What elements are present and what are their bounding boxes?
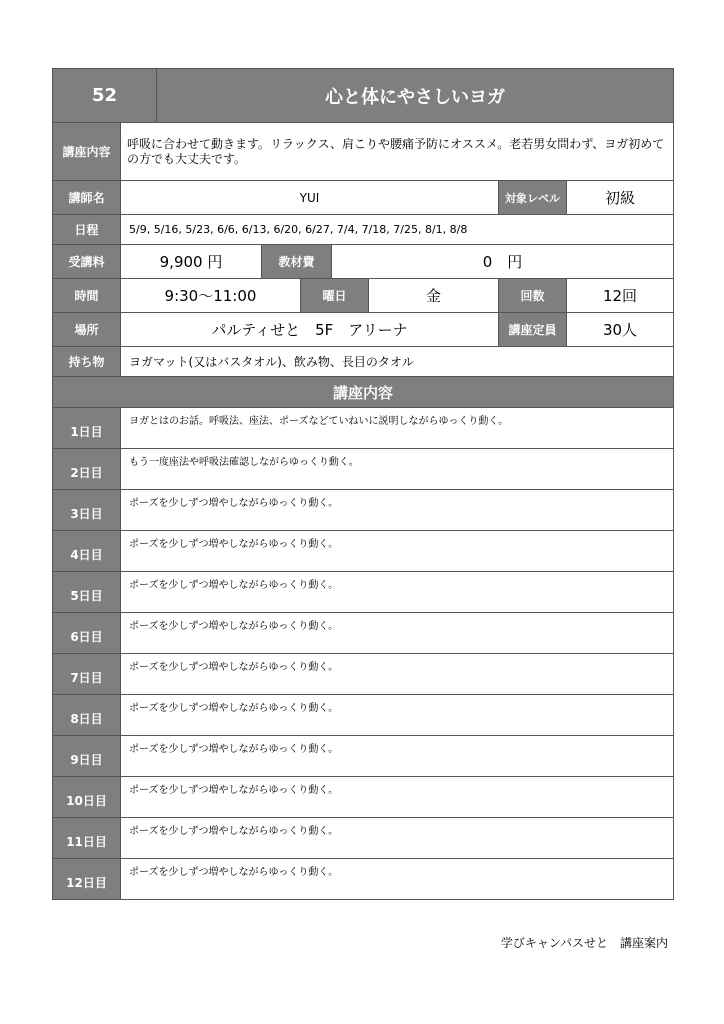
day-row bbox=[53, 695, 673, 736]
schedule-row bbox=[53, 215, 673, 245]
time-label: 時間 bbox=[53, 279, 121, 312]
day-label: 1日目 bbox=[53, 408, 121, 448]
belongings-value: ヨガマット(又はバスタオル)、飲み物、長目のタオル bbox=[121, 347, 673, 376]
day-row bbox=[53, 736, 673, 777]
day-row bbox=[53, 777, 673, 818]
day-label: 4日目 bbox=[53, 531, 121, 571]
title-row bbox=[53, 69, 673, 123]
day-label: 8日目 bbox=[53, 695, 121, 735]
section-header: 講座内容 bbox=[53, 377, 673, 408]
place-row bbox=[53, 313, 673, 347]
day-text: ヨガとはのお話。呼吸法、座法、ポーズなどていねいに説明しながらゆっくり動く。 bbox=[121, 408, 673, 448]
day-text: ポーズを少しずつ増やしながらゆっくり動く。 bbox=[121, 695, 673, 735]
day-label: 11日目 bbox=[53, 818, 121, 858]
day-text: ポーズを少しずつ増やしながらゆっくり動く。 bbox=[121, 613, 673, 653]
level-value: 初級 bbox=[567, 181, 673, 214]
day-text: ポーズを少しずつ増やしながらゆっくり動く。 bbox=[121, 490, 673, 530]
footer-caption: 学びキャンパスせと 講座案内 bbox=[500, 936, 668, 950]
level-label: 対象レベル bbox=[499, 181, 567, 214]
material-fee-label: 教材費 bbox=[262, 245, 332, 278]
place-label: 場所 bbox=[53, 313, 121, 346]
day-label: 6日目 bbox=[53, 613, 121, 653]
day-row bbox=[53, 859, 673, 900]
schedule-value: 5/9, 5/16, 5/23, 6/6, 6/13, 6/20, 6/27, 7/4, 7/18, 7/25, 8/1, 8/8 bbox=[121, 215, 673, 244]
time-row bbox=[53, 279, 673, 313]
weekday-label: 曜日 bbox=[301, 279, 369, 312]
belongings-label: 持ち物 bbox=[53, 347, 121, 376]
instructor-value: YUI bbox=[121, 181, 499, 214]
course-sheet bbox=[52, 68, 674, 900]
place-value: パルティせと 5F アリーナ bbox=[121, 313, 499, 346]
day-row bbox=[53, 572, 673, 613]
content-label: 講座内容 bbox=[53, 123, 121, 180]
day-text: ポーズを少しずつ増やしながらゆっくり動く。 bbox=[121, 859, 673, 899]
weekday-value: 金 bbox=[369, 279, 499, 312]
day-text: ポーズを少しずつ増やしながらゆっくり動く。 bbox=[121, 777, 673, 817]
fee-value: 9,900 円 bbox=[121, 245, 262, 278]
day-row bbox=[53, 408, 673, 449]
day-label: 9日目 bbox=[53, 736, 121, 776]
fee-label: 受講料 bbox=[53, 245, 121, 278]
day-row bbox=[53, 449, 673, 490]
day-text: ポーズを少しずつ増やしながらゆっくり動く。 bbox=[121, 531, 673, 571]
day-text: ポーズを少しずつ増やしながらゆっくり動く。 bbox=[121, 736, 673, 776]
belongings-row bbox=[53, 347, 673, 377]
day-label: 10日目 bbox=[53, 777, 121, 817]
day-label: 2日目 bbox=[53, 449, 121, 489]
day-row bbox=[53, 613, 673, 654]
day-text: ポーズを少しずつ増やしながらゆっくり動く。 bbox=[121, 818, 673, 858]
day-row bbox=[53, 531, 673, 572]
capacity-value: 30人 bbox=[567, 313, 673, 346]
count-label: 回数 bbox=[499, 279, 567, 312]
day-text: もう一度座法や呼吸法確認しながらゆっくり動く。 bbox=[121, 449, 673, 489]
instructor-row bbox=[53, 181, 673, 215]
day-label: 12日目 bbox=[53, 859, 121, 899]
day-text: ポーズを少しずつ増やしながらゆっくり動く。 bbox=[121, 654, 673, 694]
day-text: ポーズを少しずつ増やしながらゆっくり動く。 bbox=[121, 572, 673, 612]
instructor-label: 講師名 bbox=[53, 181, 121, 214]
schedule-label: 日程 bbox=[53, 215, 121, 244]
day-row bbox=[53, 818, 673, 859]
course-number: 52 bbox=[53, 69, 157, 122]
content-value: 呼吸に合わせて動きます。リラックス、肩こりや腰痛予防にオススメ。老若男女問わず、ヨガ初めての方でも大丈夫です。 bbox=[121, 123, 673, 180]
day-row bbox=[53, 490, 673, 531]
time-value: 9:30〜11:00 bbox=[121, 279, 301, 312]
day-label: 3日目 bbox=[53, 490, 121, 530]
fee-row bbox=[53, 245, 673, 279]
count-value: 12回 bbox=[567, 279, 673, 312]
content-row bbox=[53, 123, 673, 181]
day-label: 7日目 bbox=[53, 654, 121, 694]
day-row bbox=[53, 654, 673, 695]
course-title: 心と体にやさしいヨガ bbox=[157, 69, 673, 122]
capacity-label: 講座定員 bbox=[499, 313, 567, 346]
material-fee-value: 0 円 bbox=[332, 245, 673, 278]
day-label: 5日目 bbox=[53, 572, 121, 612]
